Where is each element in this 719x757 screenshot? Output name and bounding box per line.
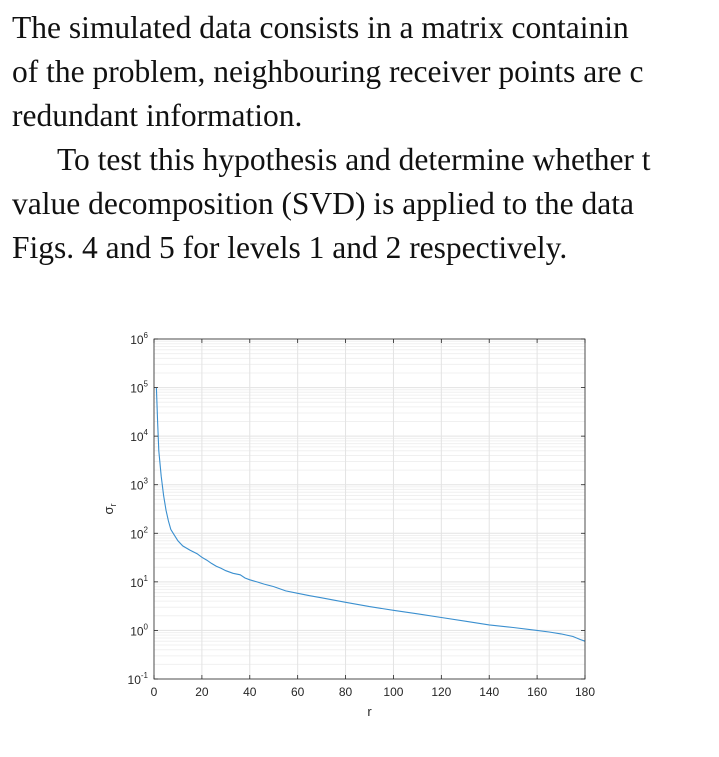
y-tick-label: $10^0$ [130,622,148,639]
y-tick-label: $10^6$ [130,331,148,347]
x-tick-label: 20 [195,685,209,699]
x-tick-label: 120 [431,685,452,699]
x-tick-label: 60 [290,685,305,699]
x-axis-label: r [367,704,372,719]
y-tick-label: $10^4$ [130,428,148,445]
x-tick-label: 0 [150,685,158,699]
x-tick-label: 80 [338,685,353,699]
text-line: value decomposition (SVD) is applied to the data [12,186,634,221]
x-tick-label: 40 [243,685,257,699]
text-line: To test this hypothesis and determine whether t [57,142,651,177]
text-line: The simulated data consists in a matrix containin [12,10,629,45]
x-tick-label: 160 [527,685,548,699]
x-tick-label: 140 [479,685,500,699]
y-axis-label: $\sigma_r$ [101,503,118,515]
y-tick-label: $10^2$ [130,525,148,542]
text-line: of the problem, neighbouring receiver points are c [12,54,644,89]
y-tick-label: $10^1$ [130,573,148,590]
y-tick-label: $10^5$ [130,379,148,396]
x-tick-label: 180 [574,685,596,699]
y-tick-label: $10^3$ [130,476,148,493]
text-line: redundant information. [12,98,303,133]
text-line: Figs. 4 and 5 for levels 1 and 2 respectively. [12,230,568,265]
x-tick-label: 100 [383,685,404,699]
y-tick-label: $10^{-1}$ [127,671,148,687]
